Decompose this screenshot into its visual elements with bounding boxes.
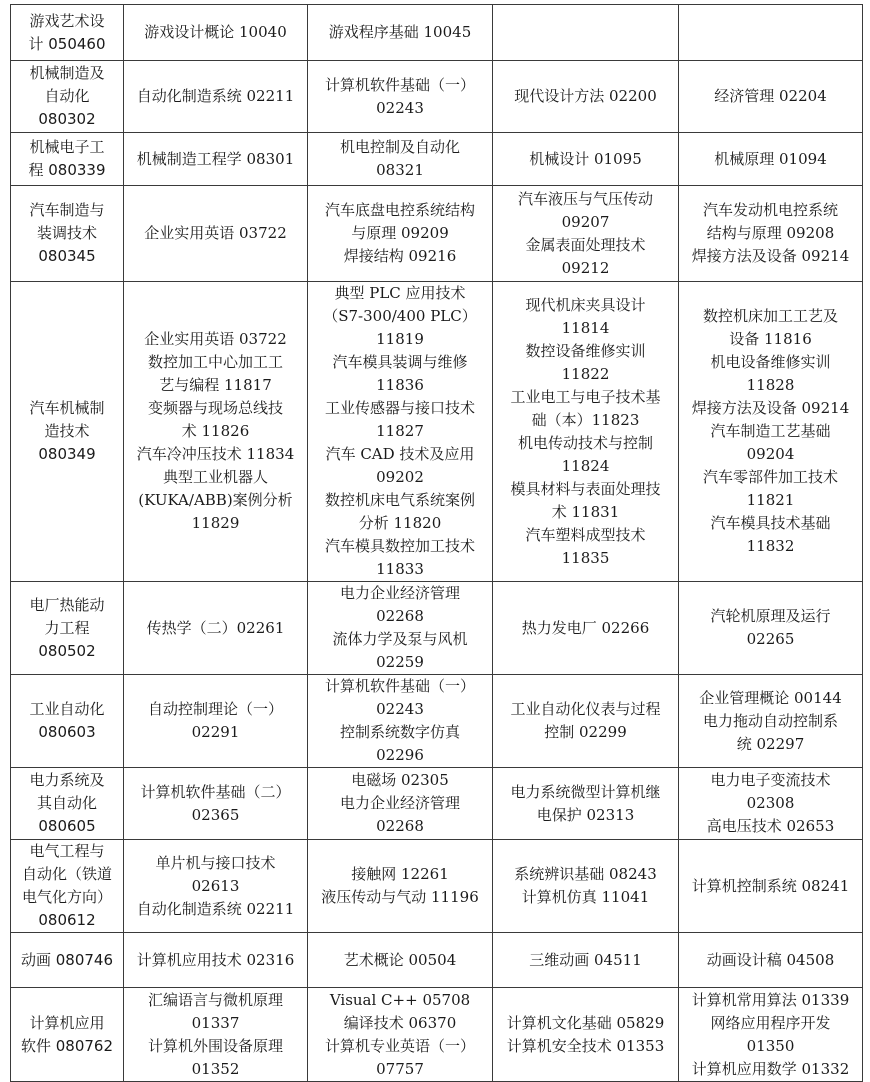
course-line: 计算机软件基础（一） <box>324 677 475 695</box>
course-line: 企业管理概论 00144 <box>699 688 842 707</box>
course-line: 艺与编程 11817 <box>159 376 272 394</box>
course-line: 02265 <box>746 630 795 648</box>
course-line: 数控加工中心加工工 <box>147 353 283 371</box>
course-line: 计算机应用数学 01332 <box>691 1059 850 1078</box>
course-cell <box>124 133 308 186</box>
table-row <box>11 988 863 1082</box>
course-line: (KUKA/ABB)案例分析 <box>138 491 293 509</box>
course-line: 11832 <box>746 537 795 555</box>
course-cell <box>124 840 308 933</box>
course-line: 电力企业经济管理 <box>339 794 460 812</box>
course-cell <box>124 582 308 675</box>
course-line: 机电传动技术与控制 <box>517 433 653 452</box>
course-line: Visual C++ 05708 <box>329 990 471 1009</box>
course-cell <box>679 61 863 133</box>
course-cell <box>308 5 493 61</box>
course-line: 11824 <box>561 456 610 475</box>
course-line: 工业电工与电子技术基 <box>510 387 661 406</box>
course-cell <box>493 582 679 675</box>
course-cell <box>679 988 863 1082</box>
course-table-body <box>11 5 863 1082</box>
table-row <box>11 61 863 133</box>
course-line: 术 11831 <box>551 502 620 521</box>
course-line: 现代机床夹具设计 <box>525 295 646 314</box>
course-line: 机械制造工程学 08301 <box>136 149 295 168</box>
course-cell <box>308 840 493 933</box>
course-line: 02268 <box>376 817 424 835</box>
course-line: 典型 PLC 应用技术 <box>334 284 466 302</box>
major-line: 电气工程与 <box>29 842 105 860</box>
course-line: 单片机与接口技术 <box>155 853 276 872</box>
course-line: 企业实用英语 03722 <box>144 224 287 242</box>
course-cell <box>493 840 679 933</box>
course-cell <box>679 933 863 988</box>
major-line: 程 080339 <box>28 161 106 179</box>
major-line: 电气化方向） <box>21 888 112 906</box>
course-cell <box>679 186 863 282</box>
major-line: 机械电子工 <box>29 138 105 156</box>
course-line: （S7-300/400 PLC） <box>323 307 477 325</box>
major-line: 软件 080762 <box>20 1036 114 1055</box>
table-row <box>11 933 863 988</box>
course-cell <box>124 5 308 61</box>
table-row <box>11 768 863 840</box>
course-line: 经济管理 02204 <box>714 87 827 105</box>
major-line: 080345 <box>38 247 96 265</box>
major-cell <box>11 133 124 186</box>
major-line: 动画 080746 <box>20 950 114 969</box>
table-row <box>11 675 863 768</box>
major-line: 080603 <box>38 723 96 741</box>
course-line: 接触网 12261 <box>351 865 449 883</box>
course-table <box>10 4 863 1082</box>
table-row <box>11 133 863 186</box>
course-line: 模具材料与表面处理技 <box>510 479 661 498</box>
table-row <box>11 582 863 675</box>
course-line: 机械原理 01094 <box>714 149 827 168</box>
course-line: 09212 <box>561 258 610 277</box>
course-line: 机械设计 01095 <box>529 149 642 168</box>
course-line: 计算机常用算法 01339 <box>691 990 850 1009</box>
table-row <box>11 5 863 61</box>
course-line: 汽车制造工艺基础 <box>710 422 831 440</box>
course-line: 02268 <box>376 607 424 625</box>
course-cell <box>493 5 679 61</box>
course-line: 计算机应用技术 02316 <box>136 950 295 969</box>
course-line: 系统辨识基础 08243 <box>514 865 657 883</box>
course-line: 高电压技术 02653 <box>706 817 835 835</box>
major-line: 自动化 <box>44 87 90 105</box>
course-line: 01350 <box>746 1036 795 1055</box>
major-line: 装调技术 <box>36 224 97 242</box>
course-line: 计算机专业英语（一） <box>324 1036 475 1055</box>
course-line: 术 11826 <box>181 422 250 440</box>
course-cell <box>308 186 493 282</box>
course-cell <box>493 133 679 186</box>
course-line: 变频器与现场总线技 <box>147 399 283 417</box>
course-cell <box>308 61 493 133</box>
course-line: 流体力学及泵与风机 <box>332 630 468 648</box>
course-line: 数控设备维修实训 <box>525 341 646 360</box>
course-line: 焊接结构 09216 <box>343 247 457 265</box>
course-cell <box>308 133 493 186</box>
course-cell <box>493 933 679 988</box>
course-line: 电力电子变流技术 <box>710 771 831 789</box>
course-line: 数控机床加工工艺及 <box>702 307 838 325</box>
course-line: 计算机控制系统 08241 <box>691 876 850 895</box>
course-line: 艺术概论 00504 <box>343 950 457 969</box>
major-cell <box>11 61 124 133</box>
major-cell <box>11 933 124 988</box>
course-cell <box>308 988 493 1082</box>
course-line: 11836 <box>376 376 424 394</box>
course-line: 计算机仿真 11041 <box>521 888 650 906</box>
course-cell <box>493 61 679 133</box>
course-line: 电保护 02313 <box>536 805 635 824</box>
course-line: 设备 11816 <box>729 330 812 348</box>
course-line: 机电设备维修实训 <box>710 353 831 371</box>
course-line: 金属表面处理技术 <box>525 235 646 254</box>
course-line: 02308 <box>746 794 795 812</box>
course-line: 电磁场 02305 <box>351 771 449 789</box>
major-line: 080612 <box>38 911 96 929</box>
course-cell <box>679 768 863 840</box>
course-cell <box>308 582 493 675</box>
course-line: 编译技术 06370 <box>343 1013 457 1032</box>
major-cell <box>11 840 124 933</box>
table-row <box>11 186 863 282</box>
major-line: 自动化（铁道 <box>21 865 112 883</box>
course-line: 液压传动与气动 11196 <box>321 888 479 906</box>
course-line: 11833 <box>376 560 424 578</box>
course-cell <box>124 988 308 1082</box>
course-line: 11819 <box>376 330 424 348</box>
course-line: 02243 <box>376 700 424 718</box>
course-line: 数控机床电气系统案例 <box>324 491 475 509</box>
course-line: 结构与原理 09208 <box>706 224 835 242</box>
major-line: 计 050460 <box>28 34 106 53</box>
course-line: 计算机文化基础 05829 <box>506 1013 665 1032</box>
course-line: 01337 <box>191 1013 240 1032</box>
major-line: 电力系统及 <box>29 771 105 789</box>
course-cell <box>308 675 493 768</box>
course-line: 汽车模具技术基础 <box>710 514 831 532</box>
major-cell <box>11 988 124 1082</box>
course-cell <box>493 186 679 282</box>
major-cell <box>11 186 124 282</box>
course-line: 09207 <box>561 212 610 231</box>
major-line: 其自动化 <box>36 794 97 812</box>
course-line: 汇编语言与微机原理 <box>147 990 283 1009</box>
course-cell <box>493 282 679 582</box>
major-line: 汽车制造与 <box>29 201 105 219</box>
course-line: 汽车发动机电控系统 <box>702 201 838 219</box>
course-line: 计算机安全技术 01353 <box>506 1036 665 1055</box>
course-line: 统 02297 <box>736 734 805 753</box>
course-line: 汽车模具数控加工技术 <box>324 537 475 555</box>
course-cell <box>493 988 679 1082</box>
course-line: 11827 <box>376 422 424 440</box>
course-cell <box>679 133 863 186</box>
course-line: 工业自动化仪表与过程 <box>510 700 661 718</box>
course-cell <box>679 5 863 61</box>
course-line: 计算机软件基础（一） <box>324 75 475 94</box>
table-row <box>11 840 863 933</box>
course-line: 02613 <box>191 876 240 895</box>
major-line: 汽车机械制 <box>29 399 105 417</box>
course-cell <box>493 675 679 768</box>
major-line: 080502 <box>38 641 96 660</box>
course-line: 电力企业经济管理 <box>339 584 460 602</box>
major-cell <box>11 675 124 768</box>
major-line: 080605 <box>38 817 96 835</box>
course-cell <box>124 768 308 840</box>
course-line: 三维动画 04511 <box>529 950 642 969</box>
major-line: 080349 <box>38 445 96 463</box>
course-line: 07757 <box>376 1059 424 1078</box>
course-cell <box>124 933 308 988</box>
major-line: 计算机应用 <box>29 1013 105 1032</box>
course-line: 汽轮机原理及运行 <box>710 607 831 625</box>
course-line: 02291 <box>191 723 240 741</box>
course-line: 01352 <box>191 1059 240 1078</box>
course-line: 现代设计方法 02200 <box>514 87 657 105</box>
course-line: 11821 <box>746 491 795 509</box>
course-line: 02243 <box>376 98 424 117</box>
course-line: 电力系统微型计算机继 <box>510 782 661 801</box>
course-line: 自动化制造系统 02211 <box>136 899 295 918</box>
course-line: 控制 02299 <box>544 723 627 741</box>
course-line: 游戏设计概论 10040 <box>144 23 287 41</box>
major-line: 游戏艺术设 <box>29 11 105 30</box>
course-line: 09204 <box>746 445 795 463</box>
course-line: 工业传感器与接口技术 <box>324 399 475 417</box>
course-line: 02259 <box>376 653 424 671</box>
major-line: 机械制造及 <box>29 64 105 82</box>
course-line: 自动控制理论（一） <box>147 700 283 718</box>
major-cell <box>11 582 124 675</box>
course-line: 焊接方法及设备 09214 <box>691 399 850 417</box>
course-cell <box>308 282 493 582</box>
course-line: 汽车底盘电控系统结构 <box>324 201 475 219</box>
major-line: 造技术 <box>44 422 90 440</box>
course-line: 汽车模具装调与维修 <box>332 353 468 371</box>
course-line: 11814 <box>561 318 610 337</box>
course-cell <box>679 675 863 768</box>
course-line: 02296 <box>376 746 424 764</box>
course-line: 础（本）11823 <box>531 410 640 429</box>
course-line: 分析 11820 <box>358 514 442 532</box>
course-line: 计算机外围设备原理 <box>147 1036 283 1055</box>
course-line: 传热学（二）02261 <box>146 618 285 637</box>
course-line: 热力发电厂 02266 <box>521 618 650 637</box>
course-line: 自动化制造系统 02211 <box>136 87 295 105</box>
course-line: 焊接方法及设备 09214 <box>691 247 850 265</box>
table-row <box>11 282 863 582</box>
course-cell <box>679 840 863 933</box>
course-line: 动画设计稿 04508 <box>706 950 835 969</box>
major-line: 工业自动化 <box>29 700 105 718</box>
course-cell <box>308 768 493 840</box>
course-line: 09202 <box>376 468 424 486</box>
course-line: 汽车零部件加工技术 <box>702 468 838 486</box>
course-line: 网络应用程序开发 <box>710 1013 831 1032</box>
course-line: 汽车液压与气压传动 <box>517 189 653 208</box>
course-cell <box>679 282 863 582</box>
course-line: 11828 <box>746 376 795 394</box>
course-line: 游戏程序基础 10045 <box>328 23 472 41</box>
course-cell <box>308 933 493 988</box>
course-line: 11835 <box>561 548 610 567</box>
course-line: 计算机软件基础（二） <box>140 782 291 801</box>
major-line: 力工程 <box>44 618 90 637</box>
course-line: 汽车 CAD 技术及应用 <box>325 445 475 463</box>
course-cell <box>124 675 308 768</box>
course-line: 控制系统数字仿真 <box>339 723 460 741</box>
major-line: 080302 <box>38 110 96 128</box>
course-cell <box>679 582 863 675</box>
course-line: 与原理 09209 <box>351 224 449 242</box>
course-cell <box>124 186 308 282</box>
course-line: 企业实用英语 03722 <box>144 330 287 348</box>
course-line: 机电控制及自动化 <box>339 138 460 156</box>
major-cell <box>11 282 124 582</box>
major-cell <box>11 5 124 61</box>
course-line: 11829 <box>191 514 240 532</box>
course-line: 汽车塑料成型技术 <box>525 525 646 544</box>
course-line: 典型工业机器人 <box>162 468 268 486</box>
course-line: 08321 <box>376 161 424 179</box>
course-cell <box>493 768 679 840</box>
major-line: 电厂热能动 <box>29 595 105 614</box>
course-line: 汽车冷冲压技术 11834 <box>136 445 295 463</box>
major-cell <box>11 768 124 840</box>
course-cell <box>124 282 308 582</box>
course-line: 02365 <box>191 805 240 824</box>
course-line: 11822 <box>561 364 610 383</box>
course-cell <box>124 61 308 133</box>
course-line: 电力拖动自动控制系 <box>702 711 838 730</box>
